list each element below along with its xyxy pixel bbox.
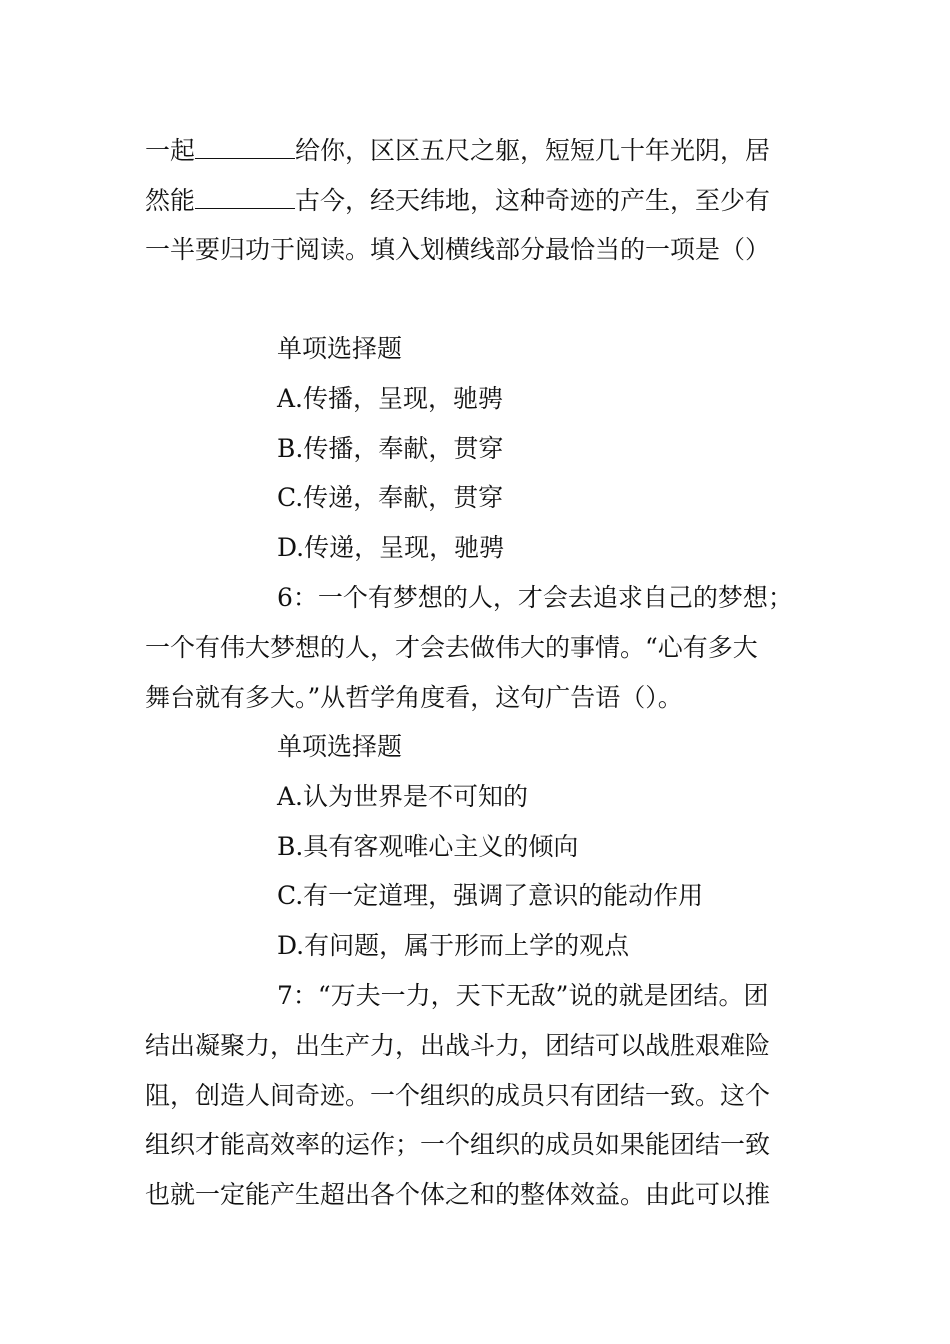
q5-question-type: 单项选择题 — [277, 334, 403, 363]
q6-option-c: C.有一定道理，强调了意识的能动作用 — [277, 881, 704, 910]
q6-text-line-3: 舞台就有多大。”从哲学角度看，这句广告语（）。 — [145, 683, 683, 712]
q6-text-line-1: 6：一个有梦想的人，才会去追求自己的梦想； — [277, 583, 793, 612]
q6-question-type: 单项选择题 — [277, 732, 403, 761]
q6-text-line-2: 一个有伟大梦想的人，才会去做伟大的事情。“心有多大 — [145, 633, 758, 662]
fill-blank — [195, 136, 295, 159]
q7-text-line-5: 也就一定能产生超出各个体之和的整体效益。由此可以推 — [145, 1180, 771, 1209]
q5-text-line-3: 一半要归功于阅读。填入划横线部分最恰当的一项是（） — [145, 235, 771, 264]
q5-text-segment: 然能 — [145, 186, 196, 215]
q5-option-c: C.传递，奉献，贯穿 — [277, 483, 504, 512]
q6-option-b: B.具有客观唯心主义的倾向 — [277, 832, 579, 861]
q5-text-line-2 — [145, 186, 770, 216]
q7-text-line-4: 组织才能高效率的运作；一个组织的成员如果能团结一致 — [145, 1130, 771, 1159]
q6-option-a: A.认为世界是不可知的 — [277, 782, 529, 811]
q5-option-b: B.传播，奉献，贯穿 — [277, 434, 504, 463]
q5-text-line-1 — [145, 136, 770, 166]
q5-option-d: D.传递，呈现，驰骋 — [277, 533, 505, 562]
q5-option-a: A.传播，呈现，驰骋 — [277, 384, 504, 413]
q7-text-line-1: 7：“万夫一力，天下无敌”说的就是团结。团 — [277, 981, 769, 1010]
q7-text-line-2: 结出凝聚力，出生产力，出战斗力，团结可以战胜艰难险 — [145, 1031, 771, 1060]
q7-text-line-3: 阻，创造人间奇迹。一个组织的成员只有团结一致。这个 — [145, 1081, 771, 1110]
q5-text-segment: 给你，区区五尺之躯，短短几十年光阴，居 — [295, 136, 771, 165]
q6-option-d: D.有问题，属于形而上学的观点 — [277, 931, 630, 960]
q5-text-segment: 一起 — [145, 136, 196, 165]
fill-blank — [195, 186, 295, 209]
q5-text-segment: 古今，经天纬地，这种奇迹的产生，至少有 — [295, 186, 771, 215]
